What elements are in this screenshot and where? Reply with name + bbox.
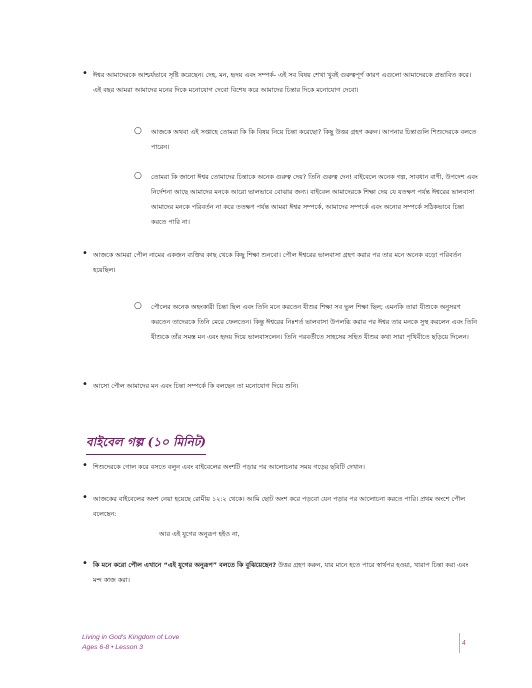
- bullet-marker: •: [82, 248, 88, 259]
- bullet-marker: •: [82, 379, 88, 390]
- paragraph-paul-story: পৌলের অনেক অহংকারী চিন্তা ছিল এবং তিনি মনে করতেন যীশুর শিক্ষা সব ভুল শিক্ষা ছিল; এমনকি তারা যীশুকে অনুসরণ করতেন তাদেরকে তিনি মেরে ফেলতেন। কিন্তু ঈশ্বরের নিঃশর্ত ভালবাসা উপলব্ধি করার পর ঈশ্বর তার মনকে সুস্থ করলেন এবং তিনি যীশুকে তাঁর সমস্ত মন এবং হৃদয় দিয়ে ভালবাসলেন। তিনি পরবর্তীতে সাহসের সহিত যীশুর কথা সারা পৃথিবীতে ছড়িয়ে দিলেন।: [151, 303, 478, 341]
- bullet-marker: •: [82, 558, 88, 569]
- bullet-marker: •: [82, 68, 88, 79]
- paragraph-intro: ঈশ্বর আমাদেরকে আশ্চর্যভাবে সৃষ্টি করেছেন। দেহ, মন, হৃদয় এবং সম্পর্ক- এই সব বিষয় শেখা খুবই গুরুত্বপূর্ণ কারণ এগুলো আমাদেরকে প্রভাবিত করে। এই বছর আমরা আমাদের মনের দিকে মনোযোগ দেবো বিশেষ করে আমাদের চিন্তার দিকে মনোযোগ দেবো।: [93, 71, 472, 94]
- question-bold: কি মনে করো পৌল এখানে “এই যুগের অনুরূপ” বলতে কি বুঝিয়েছেন?: [93, 561, 277, 569]
- footer-title: Living in God's Kingdom of Love: [82, 634, 180, 641]
- bullet-marker: •: [82, 460, 88, 471]
- paragraph-question-conform: [93, 558, 478, 588]
- footer-subtitle: Ages 6-8 • Lesson 3: [82, 644, 143, 651]
- paragraph-circle: শিশুদেরকে গোল করে বসতে বলুন এবং বাইবেলের অংশটি পড়ার পর আলোচনার সময় গড়ের ছবিটি দেখান।: [93, 463, 365, 471]
- scripture-quote: আর এই যুগের অনুরূপ হইও না,: [159, 530, 240, 538]
- paragraph-god-thoughts: তোমরা কি জানো ঈশ্বর তোমাদের চিন্তাকে অনেক গুরুত্ব দেয়? তিনি গুরুত্ব দেন! বাইবেলে অনেক গল্প, সাবধান বাণী, উপদেশ এবং নির্দেশনা আছে আমাদের মনকে আরো ভালভাবে বোঝার জন্য। বাইবেল আমাদেরকে শিক্ষা দেয় যে যতক্ষণ পর্যন্ত ঈশ্বরের ভালবাসা আমাদের মনকে পরিবর্তন না করে ততক্ষণ পর্যন্ত আমরা ঈশ্বর সম্পর্কে, আমাদের সম্পর্কে এবং অন্যের সম্পর্কে সঠিকভাবে চিন্তা করতে পারি না।: [151, 173, 478, 226]
- paragraph-romans: আজকের বাইবেলের অংশ নেয়া হয়েছে রোমীয় ১২:২ থেকে। আমি ছোট অংশ করে পড়বো যেন পড়ার পর আলোচনা করতে পারি। প্রথম অংশে পৌল বলেছেন:: [93, 495, 465, 518]
- sub-bullet-marker: ○: [134, 126, 142, 136]
- bullet-marker: •: [82, 492, 88, 503]
- paragraph-listen: আসো পৌল আমাদের মন এবং চিন্তা সম্পর্কে কি বলছেন তা মনোযোগ দিয়ে শুনি।: [93, 382, 299, 390]
- section-title-bible-story: বাইবেল গল্প (১০ মিনিট): [86, 434, 206, 455]
- sub-bullet-marker: ○: [134, 301, 142, 311]
- sub-bullet-marker: ○: [134, 171, 142, 181]
- paragraph-question-today: আজকে অথবা এই সপ্তাহে তোমরা কি কি বিষয় নিয়ে চিন্তা করেছো? কিছু উত্তর গ্রহণ করুন। আপনার চিন্তাগুলি শিশুদেরকে বলতে পারেন।: [151, 128, 477, 151]
- footer-divider: [459, 633, 460, 653]
- paragraph-paul-intro: আজকে আমরা পৌল নামের একজন ব্যক্তির কাছ থেকে কিছু শিক্ষা শুনবো। পৌল ঈশ্বরের ভালবাসা গ্রহণ করার পর তার মনে অনেক বড়ো পরিবর্তন হয়েছিল।: [93, 251, 462, 274]
- question-instruction: উত্তর গ্রহণ করুন, যার মানে হতে পারে স্বার্থপর হওয়া, খারাপ চিন্তা করা এবং মন্দ কাজ করা।: [93, 561, 469, 584]
- page-number: 4: [462, 639, 466, 647]
